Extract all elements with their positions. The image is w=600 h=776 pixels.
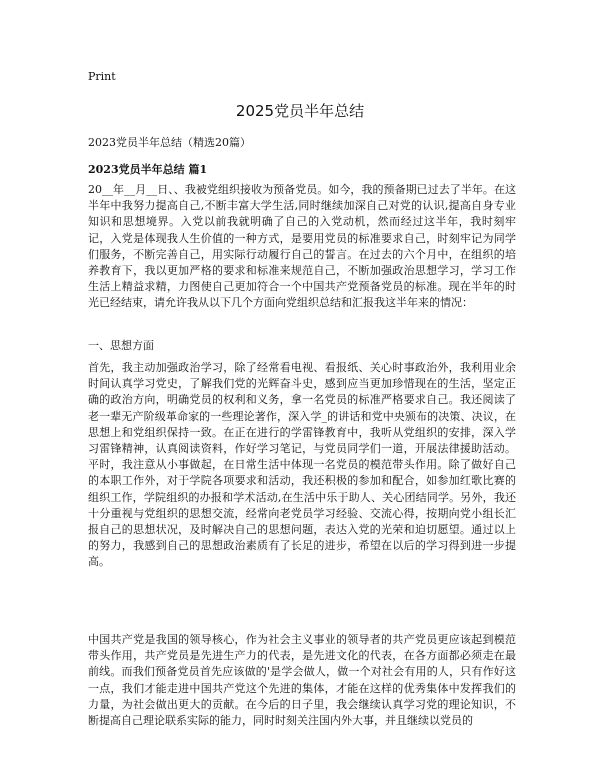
document-title: 2025党员半年总结 bbox=[235, 102, 365, 120]
document-subtitle: 2023党员半年总结（精选20篇） bbox=[88, 136, 251, 149]
paragraph-3: 中国共产党是我国的领导核心，作为社会主义事业的领导者的共产党员更应该起到模范带头作用，共产党员是先进生产力的代表，是先进文化的代表，在各方面都必须走在最前线。而我们预备党员首先应该做的'是学会做人，做一个对社会有用的人，只有作好这一点，我们才能走进中国共产党这个先进的集体，才能在这样的优秀集体中发挥我们的力量，为社会做出更大的贡献。在今后的日子里，我会继续认真学习党的理论知识，不断提高自己理论联系实际的能力，同时时刻关注国内外大事，并且继续以党员的 bbox=[88, 633, 516, 728]
heading-thought: 一、思想方面 bbox=[88, 339, 154, 352]
paragraph-2: 首先，我主动加强政治学习，除了经常看电视、看报纸、关心时事政治外，我利用业余时间认真学习党史，了解我们党的光辉奋斗史，感到应当更加珍惜现在的生活，坚定正确的政治方向，明确党员的权利和义务，拿一名党员的标准严格要求自己。我还阅读了老一辈无产阶级革命家的一些理论著作，深入学_的讲话和党中央颁布的决策、决议，在思想上和党组织保持一致。在正在进行的学雷锋教育中，我听从党组织的安排，深入学习雷锋精神，认真阅读资料，作好学习笔记，与党员同学们一道，开展法律援助活动。平时，我注意从小事做起，在日常生活中体现一名党员的模范带头作用。除了做好自己的本职工作外，对于学院各项要求和活动，我还积极的参加和配合，如参加红歌比赛的组织工作，学院组织的办报和学术活动,在生活中乐于助人、关心团结同学。另外，我还十分重视与党组织的思想交流，经常向老党员学习经验、交流心得，按期向党小组长汇报自己的思想状况，及时解决自己的思想问题，表达入党的光荣和迫切愿望。通过以上的努力，我感到自己的思想政治素质有了长足的进步，希望在以后的学习得到进一步提高。 bbox=[88, 361, 516, 569]
paragraph-1: 20__年__月__日、、我被党组织接收为预备党员。如今，我的预备期已过去了半年。在这半年中我努力提高自己,不断丰富大学生活,同时继续加深自己对党的认识,提高自身专业知识和思想境界。入党以前我就明确了自己的入党动机，然而经过这半年，我时刻牢记，入党是体现我人生价值的一种方式，是要用党员的标准要求自己，时刻牢记为同学们服务，不断完善自己，用实际行动履行自己的誓言。在过去的六个月中，在组织的培养教育下，我以更加严格的要求和标准来规范自己，不断加强政治思想学习，学习工作生活上精益求精，力图使自己更加符合一个中国共产党预备党员的标准。现在半年的时光已经结束，请允许我从以下几个方面向党组织总结和汇报我这半年来的情况： bbox=[88, 183, 516, 310]
print-label: Print bbox=[88, 70, 116, 83]
section-title: 2023党员半年总结 篇1 bbox=[88, 163, 208, 176]
